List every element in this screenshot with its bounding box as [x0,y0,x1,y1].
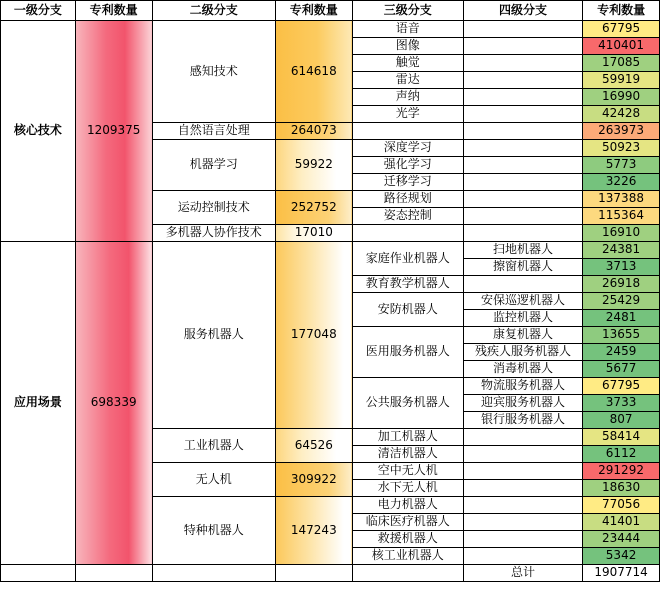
cell-level4: 监控机器人 [463,310,582,327]
cell-level4 [463,140,582,157]
cell-level4 [463,514,582,531]
cell-level3: 触觉 [352,55,463,72]
cell-level4: 擦窗机器人 [463,259,582,276]
total-value: 1907714 [583,565,660,582]
cell-count4: 13655 [583,327,660,344]
cell-level4 [463,38,582,55]
cell-level3: 图像 [352,38,463,55]
cell-level3: 声纳 [352,89,463,106]
table-body [1,21,660,582]
cell-count4: 263973 [583,123,660,140]
cell-level3: 公共服务机器人 [352,378,463,429]
total-label: 总计 [463,565,582,582]
cell-count4: 50923 [583,140,660,157]
cell-level4 [463,72,582,89]
cell-count4: 410401 [583,38,660,55]
cell-level3: 教育教学机器人 [352,276,463,293]
cell-count2-motion: 252752 [275,191,352,225]
table-row [1,21,660,38]
cell-count4: 26918 [583,276,660,293]
cell-count2-special-robot: 147243 [275,497,352,565]
cell-level4: 安保巡逻机器人 [463,293,582,310]
total-spacer-1 [1,565,76,582]
header-count2: 专利数量 [275,1,352,21]
cell-count4: 67795 [583,21,660,38]
cell-count2-ml: 59922 [275,140,352,191]
cell-count2-multirobot: 17010 [275,225,352,242]
cell-level4 [463,548,582,565]
cell-count4: 6112 [583,446,660,463]
cell-count4: 16910 [583,225,660,242]
cell-count4: 59919 [583,72,660,89]
cell-count4: 3226 [583,174,660,191]
cell-level3: 水下无人机 [352,480,463,497]
cell-count2-industrial-robot: 64526 [275,429,352,463]
cell-level4 [463,497,582,514]
cell-count4: 77056 [583,497,660,514]
cell-level3: 路径规划 [352,191,463,208]
total-spacer-4 [275,565,352,582]
cell-count4: 25429 [583,293,660,310]
cell-level2-uav: 无人机 [152,463,275,497]
cell-level4: 迎宾服务机器人 [463,395,582,412]
cell-level3: 姿态控制 [352,208,463,225]
cell-count4: 17085 [583,55,660,72]
cell-level4 [463,55,582,72]
table-header-row [1,1,660,21]
cell-level3 [352,123,463,140]
cell-count4: 291292 [583,463,660,480]
cell-count2-service-robot: 177048 [275,242,352,429]
table-total-row [1,565,660,582]
cell-level3: 电力机器人 [352,497,463,514]
cell-level4: 物流服务机器人 [463,378,582,395]
cell-level4: 消毒机器人 [463,361,582,378]
cell-level3: 医用服务机器人 [352,327,463,378]
cell-level4: 扫地机器人 [463,242,582,259]
cell-level3: 迁移学习 [352,174,463,191]
cell-level1-core: 核心技术 [1,21,76,242]
total-spacer-5 [352,565,463,582]
cell-count4: 5677 [583,361,660,378]
cell-level3: 临床医疗机器人 [352,514,463,531]
cell-level4 [463,106,582,123]
cell-count4: 3713 [583,259,660,276]
cell-level3: 光学 [352,106,463,123]
cell-level3: 深度学习 [352,140,463,157]
header-level1: 一级分支 [1,1,76,21]
cell-count4: 807 [583,412,660,429]
cell-level4: 残疾人服务机器人 [463,344,582,361]
cell-count1-core: 1209375 [75,21,152,242]
cell-count4: 58414 [583,429,660,446]
cell-level2-service-robot: 服务机器人 [152,242,275,429]
cell-level3: 雷达 [352,72,463,89]
cell-level3: 强化学习 [352,157,463,174]
cell-level4 [463,208,582,225]
cell-count4: 67795 [583,378,660,395]
table-row [1,242,660,259]
cell-level4 [463,191,582,208]
header-level3: 三级分支 [352,1,463,21]
cell-count4: 18630 [583,480,660,497]
cell-level4 [463,480,582,497]
cell-count4: 23444 [583,531,660,548]
cell-count4: 115364 [583,208,660,225]
cell-level4 [463,276,582,293]
cell-count2-uav: 309922 [275,463,352,497]
header-count4: 专利数量 [583,1,660,21]
cell-count1-application: 698339 [75,242,152,565]
cell-count4: 5342 [583,548,660,565]
cell-level3: 救援机器人 [352,531,463,548]
cell-level2-ml: 机器学习 [152,140,275,191]
cell-count4: 42428 [583,106,660,123]
cell-count4: 16990 [583,89,660,106]
cell-level2-perception: 感知技术 [152,21,275,123]
cell-level3: 加工机器人 [352,429,463,446]
cell-level4 [463,225,582,242]
cell-level4: 康复机器人 [463,327,582,344]
header-level2: 二级分支 [152,1,275,21]
cell-level4: 银行服务机器人 [463,412,582,429]
cell-level4 [463,463,582,480]
cell-level3: 清洁机器人 [352,446,463,463]
cell-count4: 41401 [583,514,660,531]
cell-level4 [463,21,582,38]
total-spacer-2 [75,565,152,582]
cell-level3: 语音 [352,21,463,38]
cell-level2-industrial-robot: 工业机器人 [152,429,275,463]
cell-level2-motion: 运动控制技术 [152,191,275,225]
header-count1: 专利数量 [75,1,152,21]
cell-level4 [463,174,582,191]
cell-level3: 安防机器人 [352,293,463,327]
cell-level2-nlp: 自然语言处理 [152,123,275,140]
cell-level3: 家庭作业机器人 [352,242,463,276]
cell-level4 [463,123,582,140]
cell-level4 [463,531,582,548]
cell-level1-application: 应用场景 [1,242,76,565]
cell-count4: 2481 [583,310,660,327]
cell-level3 [352,225,463,242]
cell-level4 [463,89,582,106]
cell-count4: 3733 [583,395,660,412]
total-spacer-3 [152,565,275,582]
cell-count4: 5773 [583,157,660,174]
cell-count4: 2459 [583,344,660,361]
cell-count2-nlp: 264073 [275,123,352,140]
cell-level4 [463,157,582,174]
cell-level3: 空中无人机 [352,463,463,480]
cell-level4 [463,446,582,463]
header-level4: 四级分支 [463,1,582,21]
cell-level2-special-robot: 特种机器人 [152,497,275,565]
cell-count4: 24381 [583,242,660,259]
cell-count4: 137388 [583,191,660,208]
cell-level3: 核工业机器人 [352,548,463,565]
cell-count2-perception: 614618 [275,21,352,123]
cell-level2-multirobot: 多机器人协作技术 [152,225,275,242]
cell-level4 [463,429,582,446]
